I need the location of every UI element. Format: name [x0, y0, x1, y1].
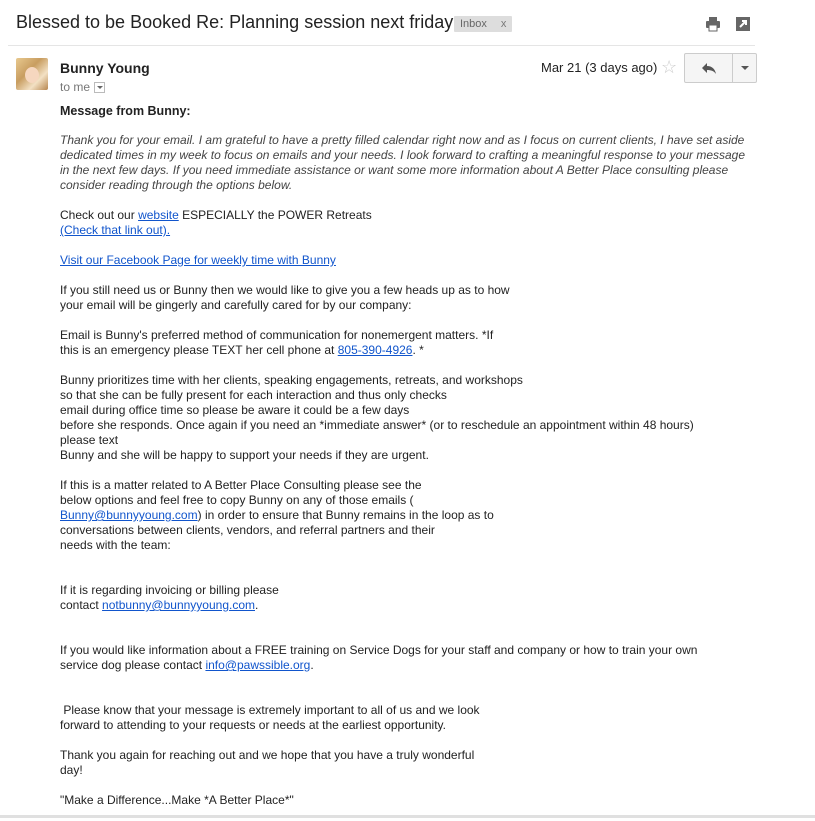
- billing-email-link[interactable]: notbunny@bunnyyoung.com: [102, 598, 255, 612]
- priorities-line-6: Bunny and she will be happy to support your needs if they are urgent.: [60, 448, 429, 462]
- email-subject: Blessed to be Booked Re: Planning session next friday: [16, 12, 454, 32]
- sender-avatar[interactable]: [16, 58, 48, 90]
- top-actions: [695, 16, 751, 37]
- email-pref-line-2: this is an emergency please TEXT her cell phone at 805-390-4926. *: [60, 343, 424, 357]
- priorities-line-3: email during office time so please be aware it could be a few days: [60, 403, 410, 417]
- heads-up-line-1: If you still need us or Bunny then we would like to give you a few heads up as to how: [60, 283, 510, 297]
- show-details-chevron-icon[interactable]: [94, 82, 105, 93]
- priorities-line-4: before she responds. Once again if you need an *immediate answer* (or to reschedule an appointment within 48 hours): [60, 418, 694, 432]
- check-link-line: [60, 223, 750, 238]
- reply-icon: [701, 62, 717, 74]
- inbox-label: Inbox: [460, 18, 487, 30]
- thanks-line-1: Thank you again for reaching out and we hope that you have a truly wonderful: [60, 748, 475, 762]
- open-new-window-icon[interactable]: [735, 16, 751, 32]
- body-heading: Message from Bunny:: [60, 104, 191, 118]
- billing-line-1: If it is regarding invoicing or billing please: [60, 583, 279, 597]
- recipient-line: [60, 80, 105, 94]
- important-line-1: Please know that your message is extremely important to all of us and we look: [60, 703, 480, 717]
- website-link[interactable]: website: [138, 208, 179, 222]
- thanks-line-2: day!: [60, 763, 83, 777]
- priorities-line-1: Bunny prioritizes time with her clients, speaking engagements, retreats, and workshops: [60, 373, 523, 387]
- phone-link[interactable]: 805-390-4926: [337, 343, 413, 357]
- check-that-link[interactable]: (Check that link out).: [60, 223, 171, 237]
- closing-quote: "Make a Difference...Make *A Better Place*": [60, 793, 294, 807]
- matter-line-4: conversations between clients, vendors, and referral partners and their: [60, 523, 435, 537]
- priorities-line-5: please text: [60, 433, 119, 447]
- bunny-email-link[interactable]: Bunny@bunnyyoung.com: [60, 508, 198, 522]
- email-pref-line-1: Email is Bunny's preferred method of communication for nonemergent matters. *If: [60, 328, 494, 342]
- bottom-divider: [0, 815, 815, 818]
- sender-name[interactable]: Bunny Young: [60, 60, 150, 76]
- heads-up-line-2: your email will be gingerly and carefully cared for by our company:: [60, 298, 412, 312]
- message-body: [60, 104, 750, 808]
- matter-line-1: If this is a matter related to A Better Place Consulting please see the: [60, 478, 422, 492]
- important-line-2: forward to attending to your requests or needs at the earliest opportunity.: [60, 718, 447, 732]
- print-icon[interactable]: [705, 16, 721, 32]
- check-out-line: Check out our website ESPECIALLY the POWER Retreats: [60, 208, 372, 222]
- intro-paragraph: Thank you for your email. I am grateful to have a pretty filled calendar right now and as I focus on current clients, I have set aside dedicated times in my week to focus on emails and your needs. I look forward to crafting a meaningful response to your message in the next few days. If you need immediate assistance or want some more information about A Better Place consulting please consider reading through the options below.: [60, 133, 746, 192]
- inbox-label-chip[interactable]: [454, 16, 512, 32]
- dogs-line-1: If you would like information about a FREE training on Service Dogs for your staff and company or how to train your own: [60, 643, 698, 657]
- message-date: Mar 21 (3 days ago): [541, 60, 658, 75]
- matter-line-5: needs with the team:: [60, 538, 171, 552]
- priorities-line-2: so that she can be fully present for each interaction and thus only checks: [60, 388, 447, 402]
- reply-button-group: [684, 53, 757, 83]
- header-divider: [8, 45, 755, 46]
- pawssible-email-link[interactable]: info@pawssible.org: [205, 658, 311, 672]
- subject-row: [16, 10, 815, 40]
- matter-line-3: Bunny@bunnyyoung.com) in order to ensure that Bunny remains in the loop as to: [60, 508, 494, 522]
- billing-line-2: contact notbunny@bunnyyoung.com.: [60, 598, 259, 612]
- star-icon[interactable]: ☆: [661, 57, 678, 77]
- reply-button[interactable]: [685, 54, 733, 82]
- matter-line-2: below options and feel free to copy Bunny on any of those emails (: [60, 493, 414, 507]
- recipient-text: to me: [60, 80, 91, 94]
- remove-label-button[interactable]: x: [500, 18, 507, 30]
- more-actions-button[interactable]: [733, 54, 756, 82]
- dogs-line-2: service dog please contact info@pawssible.org.: [60, 658, 314, 672]
- facebook-link[interactable]: Visit our Facebook Page for weekly time with Bunny: [60, 253, 336, 267]
